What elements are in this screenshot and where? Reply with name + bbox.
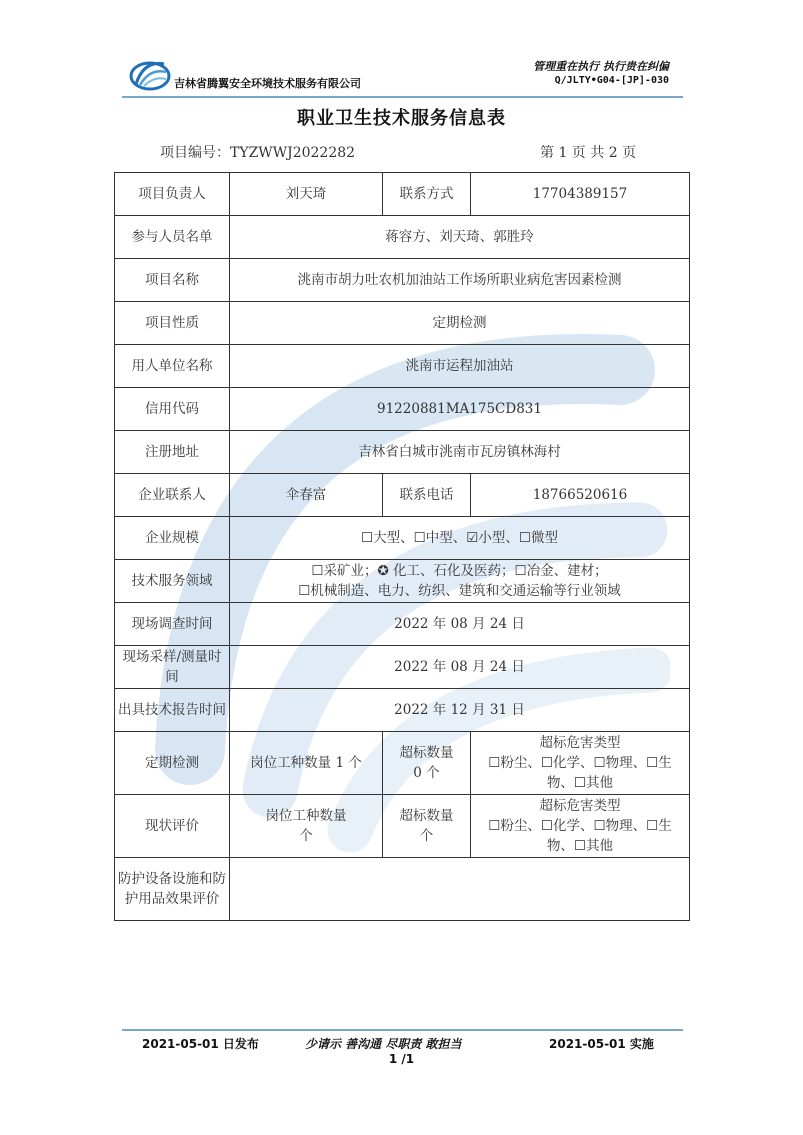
company-name: 吉林省腾翼安全环境技术服务有限公司 — [174, 77, 361, 90]
periodic-label: 定期检测 — [115, 732, 230, 795]
status-exceed-line-2: 个 — [419, 828, 434, 844]
table-row — [115, 259, 690, 302]
table-row — [115, 560, 690, 603]
table-row — [115, 216, 690, 259]
leader-label: 项目负责人 — [115, 173, 230, 216]
phone-value: 18766520616 — [471, 474, 690, 517]
report-label: 出具技术报告时间 — [115, 689, 230, 732]
status-exceed — [383, 795, 471, 858]
company-logo-icon — [128, 54, 172, 94]
status-posts — [230, 795, 383, 858]
issue-date: 2021-05-01 日发布 — [142, 1037, 259, 1051]
table-row — [115, 388, 690, 431]
page-info: 第 1 页 共 2 页 — [540, 145, 637, 161]
periodic-types — [471, 732, 690, 795]
participants-value: 蒋容方、刘天琦、郭胜玲 — [230, 216, 690, 259]
sampling-value: 2022 年 08 月 24 日 — [230, 646, 690, 689]
table-row — [115, 431, 690, 474]
header-divider — [122, 96, 683, 98]
table-row — [115, 646, 690, 689]
survey-value: 2022 年 08 月 24 日 — [230, 603, 690, 646]
periodic-exceed — [383, 732, 471, 795]
domain-line-1: ☐采矿业；✪ 化工、石化及医药；☐冶金、建材； — [311, 563, 608, 579]
domain-value — [230, 560, 690, 603]
scale-value: ☐大型、☐中型、☑小型、☐微型 — [230, 517, 690, 560]
status-types — [471, 795, 690, 858]
table-row — [115, 302, 690, 345]
participants-label: 参与人员名单 — [115, 216, 230, 259]
address-label: 注册地址 — [115, 431, 230, 474]
ent-contact-value: 伞春富 — [230, 474, 383, 517]
page-number: 1 /1 — [388, 1052, 415, 1066]
scale-label: 企业规模 — [115, 517, 230, 560]
project-number: 项目编号：TYZWWJ2022282 — [160, 145, 356, 161]
periodic-exceed-line-1: 超标数量 — [399, 745, 454, 761]
footer-slogan: 少请示 善沟通 尽职责 敢担当 — [305, 1037, 462, 1051]
status-types-line-1: ☐粉尘、☐化学、☐物理、☐生 — [488, 818, 672, 834]
project-name-value: 洮南市胡力吐农机加油站工作场所职业病危害因素检测 — [230, 259, 690, 302]
domain-line-2: ☐机械制造、电力、纺织、建筑和交通运输等行业领域 — [298, 583, 621, 599]
contact-label: 联系方式 — [383, 173, 471, 216]
employer-value: 洮南市运程加油站 — [230, 345, 690, 388]
project-name-label: 项目名称 — [115, 259, 230, 302]
address-value: 吉林省白城市洮南市瓦房镇林海村 — [230, 431, 690, 474]
table-row — [115, 732, 690, 795]
contact-value: 17704389157 — [471, 173, 690, 216]
periodic-posts: 岗位工种数量 1 个 — [230, 732, 383, 795]
leader-value: 刘天琦 — [230, 173, 383, 216]
ent-contact-label: 企业联系人 — [115, 474, 230, 517]
phone-label: 联系电话 — [383, 474, 471, 517]
nature-value: 定期检测 — [230, 302, 690, 345]
page-title: 职业卫生技术服务信息表 — [297, 108, 506, 129]
periodic-exceed-line-2: 0 个 — [413, 765, 440, 781]
table-row — [115, 517, 690, 560]
credit-value: 91220881MA175CD831 — [230, 388, 690, 431]
credit-label: 信用代码 — [115, 388, 230, 431]
periodic-types-line-1: ☐粉尘、☐化学、☐物理、☐生 — [488, 755, 672, 771]
table-row — [115, 795, 690, 858]
implement-date: 2021-05-01 实施 — [549, 1037, 654, 1051]
status-label: 现状评价 — [115, 795, 230, 858]
protect-value — [230, 858, 690, 921]
header-slogan: 管理重在执行 执行贵在纠偏 — [533, 60, 669, 73]
status-exceed-line-1: 超标数量 — [399, 808, 454, 824]
table-row — [115, 345, 690, 388]
table-row — [115, 603, 690, 646]
employer-label: 用人单位名称 — [115, 345, 230, 388]
nature-label: 项目性质 — [115, 302, 230, 345]
table-row — [115, 474, 690, 517]
info-table — [114, 172, 690, 921]
sampling-label: 现场采样/测量时间 — [115, 646, 230, 689]
status-types-title: 超标危害类型 — [539, 798, 621, 814]
footer-divider — [122, 1029, 683, 1031]
table-row — [115, 689, 690, 732]
status-posts-line-2: 个 — [299, 828, 313, 844]
report-value: 2022 年 12 月 31 日 — [230, 689, 690, 732]
protect-label: 防护设备设施和防护用品效果评价 — [115, 858, 230, 921]
periodic-types-line-2: 物、☐其他 — [546, 775, 614, 791]
periodic-types-title: 超标危害类型 — [539, 735, 621, 751]
domain-label: 技术服务领域 — [115, 560, 230, 603]
table-row — [115, 858, 690, 921]
document-code: Q/JLTY•G04-[JP]-030 — [554, 75, 669, 86]
survey-label: 现场调查时间 — [115, 603, 230, 646]
table-row — [115, 173, 690, 216]
status-types-line-2: 物、☐其他 — [546, 838, 614, 854]
status-posts-line-1: 岗位工种数量 — [265, 808, 347, 824]
